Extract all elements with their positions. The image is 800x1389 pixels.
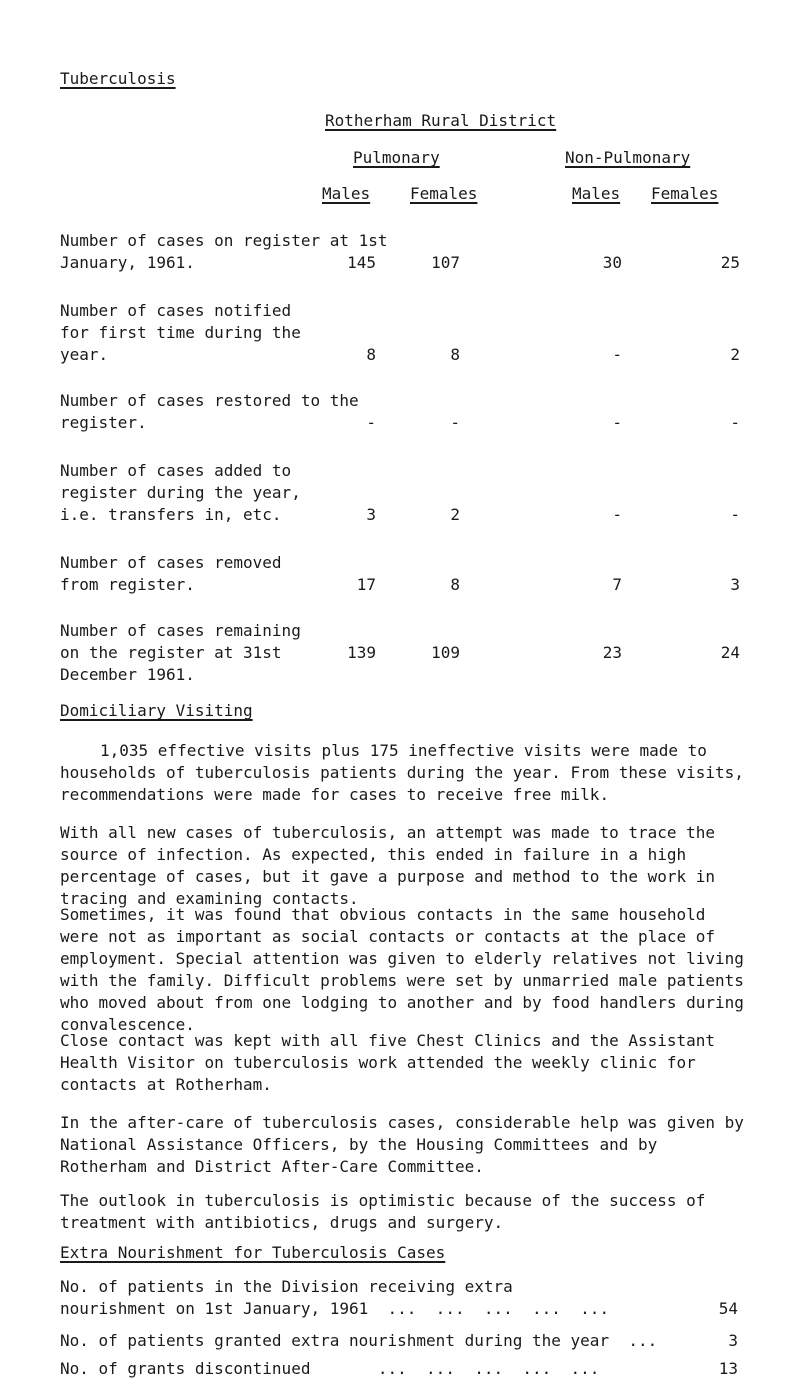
cell: - [612,505,622,524]
subheader-nonpulm-females: Females [651,184,719,203]
cell: - [366,413,376,432]
cell: - [730,505,740,524]
cell: - [450,413,460,432]
cell: 2 [450,505,460,524]
cell: 2 [730,345,740,364]
cell: 23 [602,643,622,662]
row-label: Number of cases remaining on the register at 31st December 1961. [60,621,301,684]
item-value: 3 [728,1331,738,1350]
cell: - [612,345,622,364]
cell: 109 [431,643,460,662]
cell: 107 [431,253,460,272]
cell: 7 [612,575,622,594]
nourishment-heading: Extra Nourishment for Tuberculosis Cases [60,1243,446,1262]
cell: 25 [720,253,740,272]
paragraph: With all new cases of tuberculosis, an attempt was made to trace the source of infection. As expected, this ended in failure in a high percentage of cases, but it gave a purpose and method to the work in tracing and examining contacts. [60,823,716,908]
cell: 139 [347,643,376,662]
cell: 8 [366,345,376,364]
subheader-pulm-males: Males [322,184,371,203]
cell: 30 [602,253,622,272]
district-header: Rotherham Rural District [325,111,557,130]
cell: - [612,413,622,432]
cell: 8 [450,345,460,364]
item-line: No. of patients in the Division receiving extra [60,1277,513,1296]
group-header-pulmonary: Pulmonary [353,148,440,167]
cell: 17 [356,575,376,594]
cell: 24 [720,643,740,662]
subheader-pulm-females: Females [410,184,478,203]
cell: 3 [730,575,740,594]
subheader-nonpulm-males: Males [572,184,621,203]
row-label: Number of cases restored to the register. [60,391,359,432]
group-header-non-pulmonary: Non-Pulmonary [565,148,691,167]
item-value: 13 [718,1359,738,1378]
row-label: Number of cases removed from register. [60,553,282,594]
paragraph: Sometimes, it was found that obvious contacts in the same household were not as important as social contacts or contacts at the place of employment. Special attention was given to elderly relatives not living with the family. Difficult problems were set by unmarried male patients who moved about from one lodging to another and by food handlers during convalescence. [60,905,744,1034]
cell: 8 [450,575,460,594]
paragraph: 1,035 effective visits plus 175 ineffective visits were made to households of tuberculosis patients during the year. From these visits, recommendations were made for cases to receive free milk. [60,741,744,804]
page-title: Tuberculosis [60,69,176,88]
paragraph: The outlook in tuberculosis is optimistic because of the success of treatment with antibiotics, drugs and surgery. [60,1191,706,1232]
domiciliary-heading: Domiciliary Visiting [60,701,253,720]
paragraph: Close contact was kept with all five Chest Clinics and the Assistant Health Visitor on tuberculosis work attended the weekly clinic for contacts at Rotherham. [60,1031,716,1094]
row-label: Number of cases added to register during the year, i.e. transfers in, etc. [60,461,301,524]
row-label: Number of cases notified for first time during the year. [60,301,301,364]
item-value: 54 [718,1299,738,1318]
cell: - [730,413,740,432]
row-label: Number of cases on register at 1st January, 1961. [60,231,388,272]
cell: 145 [347,253,376,272]
item-line: No. of patients granted extra nourishment during the year ... [60,1331,658,1350]
cell: 3 [366,505,376,524]
paragraph: In the after-care of tuberculosis cases, considerable help was given by National Assistance Officers, by the Housing Committees and by Rotherham and District After-Care Committee. [60,1113,744,1176]
item-line: No. of grants discontinued ... ... ... ... ... [60,1359,600,1378]
item-line: nourishment on 1st January, 1961 ... ... ... ... ... [60,1299,610,1318]
